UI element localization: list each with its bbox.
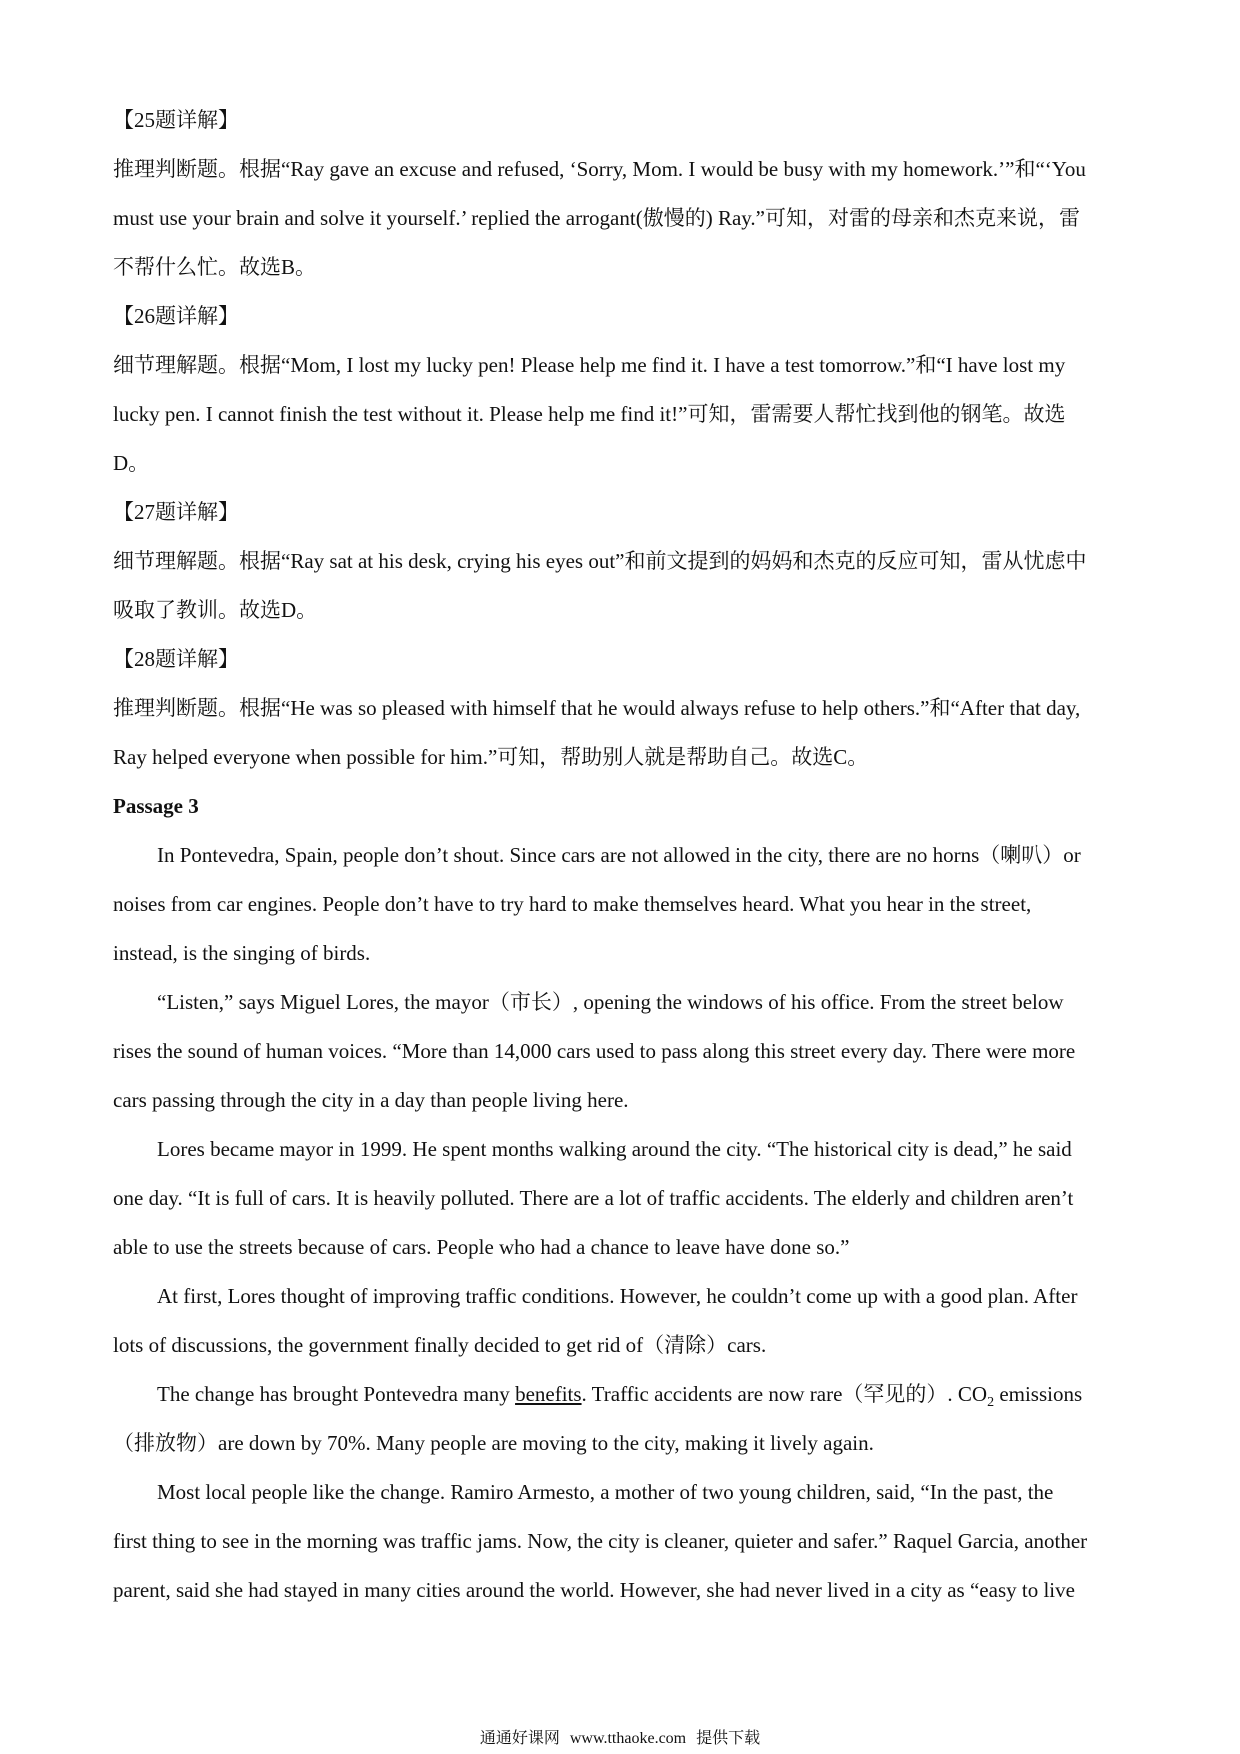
p2-line-2: rises the sound of human voices. “More than 14,000 cars used to pass along this street every day. There were more [113, 1039, 1076, 1063]
p3-line-2: one day. “It is full of cars. It is heavily polluted. There are a lot of traffic accidents. The elderly and children aren’t [113, 1186, 1074, 1210]
q28-title: 【28题详解】 [113, 647, 239, 671]
p5-text-pre: The change has brought Pontevedra many [157, 1382, 516, 1406]
p1-line-2: noises from car engines. People don’t have to try hard to make themselves heard. What you hear in the street, [113, 892, 1032, 916]
q27-title: 【27题详解】 [113, 500, 239, 524]
p1-line-3: instead, is the singing of birds. [113, 941, 371, 965]
p4-line-2: lots of discussions, the government finally decided to get rid of（清除）cars. [113, 1333, 767, 1357]
p6-line-1: Most local people like the change. Ramiro Armesto, a mother of two young children, said, “In the past, the [157, 1480, 1054, 1504]
p5-text-post: . Traffic accidents are now rare（罕见的）. CO [581, 1382, 988, 1406]
q27-line-1: 细节理解题。根据“Ray sat at his desk, crying his eyes out”和前文提到的妈妈和杰克的反应可知，雷从忧虑中 [113, 549, 1087, 573]
co2-subscript: 2 [987, 1395, 995, 1411]
p6-line-2: first thing to see in the morning was traffic jams. Now, the city is cleaner, quieter and safer.” Raquel Garcia, another [113, 1529, 1088, 1553]
benefits-underlined: benefits [515, 1382, 582, 1406]
p5-line-2: （排放物）are down by 70%. Many people are moving to the city, making it lively again. [113, 1431, 874, 1455]
q28-line-2: Ray helped everyone when possible for him.”可知，帮助别人就是帮助自己。故选C。 [113, 745, 869, 769]
p1-line-1: In Pontevedra, Spain, people don’t shout. Since cars are not allowed in the city, there are no horns（喇叭）or [157, 843, 1081, 867]
page-footer [0, 1727, 1240, 1751]
passage-title: Passage 3 [113, 794, 199, 818]
p6-line-3: parent, said she had stayed in many cities around the world. However, she had never lived in a city as “easy to live [113, 1578, 1075, 1602]
p5-line-1 [113, 1370, 1133, 1419]
q25-line-2: must use your brain and solve it yourself.’ replied the arrogant(傲慢的) Ray.”可知，对雷的母亲和杰克来说，雷 [113, 206, 1080, 230]
q25-line-1: 推理判断题。根据“Ray gave an excuse and refused, ‘Sorry, Mom. I would be busy with my homework.’”和“‘You [113, 157, 1086, 181]
q26-line-2: lucky pen. I cannot finish the test without it. Please help me find it!”可知，雷需要人帮忙找到他的钢笔。故选 [113, 402, 1066, 426]
q26-title: 【26题详解】 [113, 304, 239, 328]
footer-site-name: 通通好课网 [479, 1730, 560, 1747]
p5-text-end: emissions [994, 1382, 1083, 1406]
p3-line-3: able to use the streets because of cars. People who had a chance to leave have done so.” [113, 1235, 850, 1259]
p2-line-3: cars passing through the city in a day than people living here. [113, 1088, 629, 1112]
q25-title: 【25题详解】 [113, 108, 239, 132]
p4-line-1: At first, Lores thought of improving traffic conditions. However, he couldn’t come up with a good plan. After [157, 1284, 1078, 1308]
document-page [113, 96, 1133, 1615]
p3-line-1: Lores became mayor in 1999. He spent months walking around the city. “The historical city is dead,” he said [157, 1137, 1072, 1161]
footer-note: 提供下载 [696, 1730, 761, 1747]
q27-line-2: 吸取了教训。故选D。 [113, 598, 318, 622]
q25-line-3: 不帮什么忙。故选B。 [113, 255, 317, 279]
q26-line-1: 细节理解题。根据“Mom, I lost my lucky pen! Please help me find it. I have a test tomorrow.”和“I have lost my [113, 353, 1066, 377]
p2-line-1: “Listen,” says Miguel Lores, the mayor（市长）, opening the windows of his office. From the street below [157, 990, 1064, 1014]
q28-line-1: 推理判断题。根据“He was so pleased with himself that he would always refuse to help others.”和“After that day, [113, 696, 1081, 720]
footer-url[interactable]: www.tthaoke.com [569, 1730, 687, 1747]
q26-line-3: D。 [113, 451, 150, 475]
